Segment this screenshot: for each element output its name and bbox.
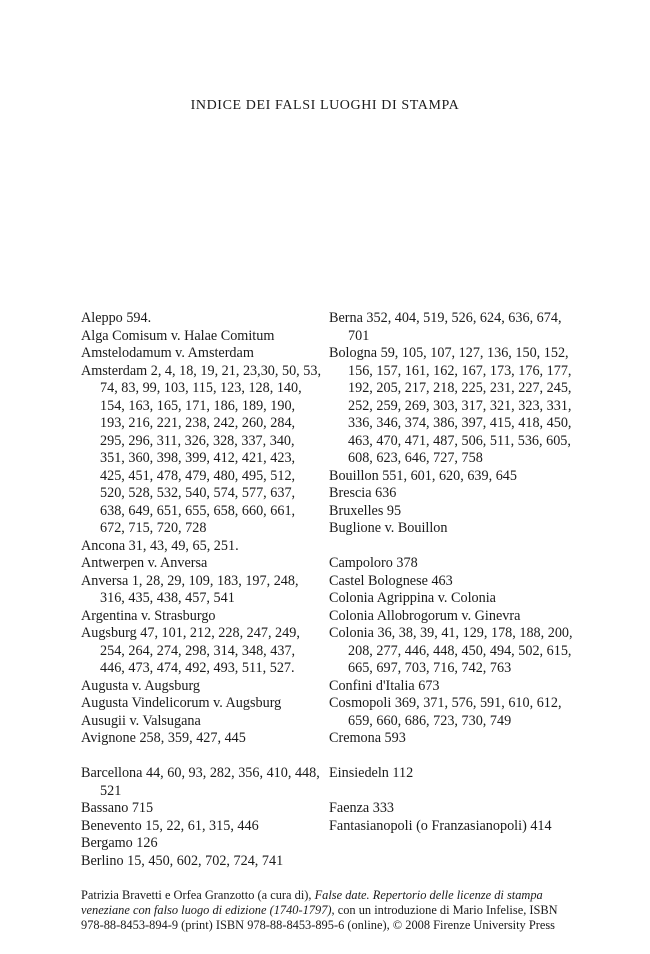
section-gap [81,748,321,766]
index-entry: Amstelodamum v. Amsterdam [81,345,254,361]
index-entry: Bassano 715 [81,800,154,816]
index-entry: Anversa 1, 28, 29, 109, 183, 197, 248, 316, 435, 438, 457, 541 [81,572,299,606]
index-entry: Alga Comisum v. Halae Comitum [81,327,275,344]
index-entry: Fantasianopoli (o Franzasianopoli) 414 [329,817,552,834]
index-entry: Berna 352, 404, 519, 526, 624, 636, 674, 701 [329,310,562,344]
index-entry: Confini d'Italia 673 [329,677,440,694]
page-title: INDICE DEI FALSI LUOGHI DI STAMPA [190,98,460,113]
index-entry: Cremona 593 [329,730,406,746]
footer-book-title: False date. Repertorio delle licenze di stampa veneziane con falso luogo di edizione (1740-1797) [81,888,543,917]
index-column-right [329,310,577,835]
index-entry: Colonia Allobrogorum v. Ginevra [329,607,521,624]
section-gap [329,748,577,766]
index-entry: Avignone 258, 359, 427, 445 [81,730,246,746]
citation-footer [81,888,581,933]
index-column-left [81,310,321,870]
index-entry: Colonia 36, 38, 39, 41, 129, 178, 188, 200, 208, 277, 446, 448, 450, 494, 502, 615, 665, 697, 703, 716, 742, 763 [329,625,573,676]
index-entry: Campoloro 378 [329,555,418,571]
index-entry: Ancona 31, 43, 49, 65, 251. [81,537,239,554]
section-gap [329,538,577,556]
index-entry: Colonia Agrippina v. Colonia [329,590,496,606]
index-entry: Ausugii v. Valsugana [81,712,201,729]
index-entry: Buglione v. Bouillon [329,520,448,536]
index-entry: Faenza 333 [329,800,395,816]
index-entry: Bergamo 126 [81,835,158,851]
index-entry: Barcellona 44, 60, 93, 282, 356, 410, 448, 521 [81,765,320,799]
section-gap [329,783,577,801]
index-entry: Antwerpen v. Anversa [81,555,208,571]
index-entry: Argentina v. Strasburgo [81,607,216,624]
index-entry: Benevento 15, 22, 61, 315, 446 [81,817,259,834]
index-entry: Bologna 59, 105, 107, 127, 136, 150, 152, 156, 157, 161, 162, 167, 173, 176, 177, 192, 205, 217, 218, 225, 231, 227, 245, 252, 259, 269, 303, 317, 321, 323, 331, 336, 346, 374, 386, 397, 415, 418, 450, 463, 470, 471, 487, 506, 511, 536, 605, 608, 623, 646, 727, 758 [329,345,572,466]
index-entry: Brescia 636 [329,485,397,501]
index-entry: Bouillon 551, 601, 620, 639, 645 [329,467,517,484]
index-entry: Cosmopoli 369, 371, 576, 591, 610, 612, 659, 660, 686, 723, 730, 749 [329,695,562,729]
index-entry: Castel Bolognese 463 [329,572,453,589]
index-entry: Augsburg 47, 101, 212, 228, 247, 249, 254, 264, 274, 298, 314, 348, 437, 446, 473, 474, 492, 493, 511, 527. [81,625,300,676]
index-entry: Bruxelles 95 [329,502,402,519]
index-entry: Amsterdam 2, 4, 18, 19, 21, 23,30, 50, 53, 74, 83, 99, 103, 115, 123, 128, 140, 154, 163, 165, 171, 186, 189, 190, 193, 216, 221, 238, 242, 260, 284, 295, 296, 311, 326, 328, 337, 340, 351, 360, 398, 399, 412, 421, 423, 425, 451, 478, 479, 480, 495, 512, 520, 528, 532, 540, 574, 577, 637, 638, 649, 651, 655, 658, 660, 661, 672, 715, 720, 728 [81,362,321,536]
footer-isbn: , con un introduzione di Mario Infelise, ISBN 978-88-8453-894-9 (print) ISBN 978-88-8453-895-6 (online), © 2008 Firenze University Press [81,903,558,932]
index-entry: Augusta Vindelicorum v. Augsburg [81,695,282,711]
index-entry: Augusta v. Augsburg [81,677,201,694]
index-entry: Aleppo 594. [81,310,152,326]
index-entry: Einsiedeln 112 [329,765,414,781]
footer-editors: Patrizia Bravetti e Orfea Granzotto (a cura di), [81,888,315,902]
index-entry: Berlino 15, 450, 602, 702, 724, 741 [81,852,284,869]
